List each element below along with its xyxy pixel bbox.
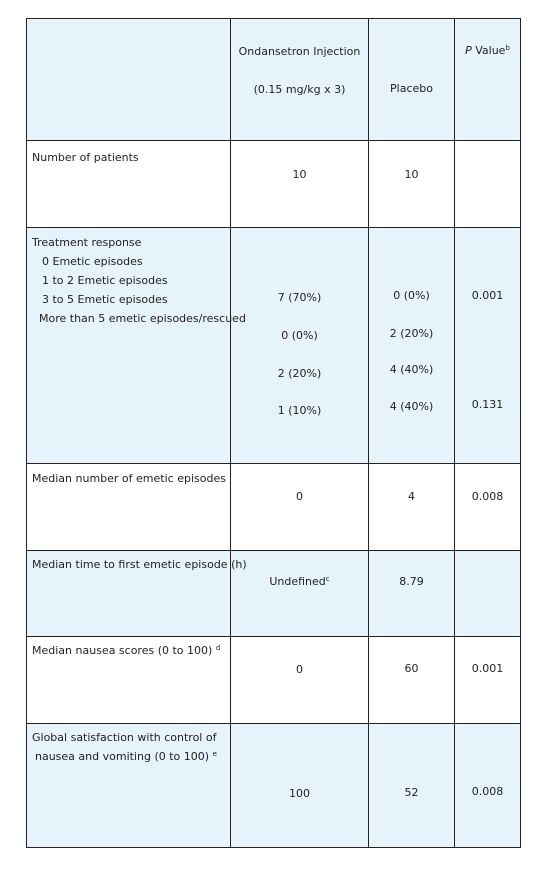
response-label: Treatment response bbox=[32, 236, 142, 249]
response-placebo-2: 4 (40%) bbox=[389, 363, 434, 376]
satisfaction-label-line2: nausea and vomiting (0 to 100) $^e$ bbox=[35, 750, 217, 763]
table-row bbox=[27, 637, 521, 724]
row-label-cell bbox=[27, 464, 231, 551]
header-placebo-label: Placebo bbox=[390, 82, 433, 95]
response-pvalue-2: 0.131 bbox=[471, 398, 504, 411]
row-label-cell bbox=[27, 551, 247, 637]
response-sub-3: More than 5 emetic episodes/rescued bbox=[39, 312, 246, 325]
response-ondansetron-3: 1 (10%) bbox=[277, 404, 322, 417]
response-sub-1: 1 to 2 Emetic episodes bbox=[42, 274, 168, 287]
row-label-cell bbox=[27, 637, 231, 724]
response-pvalue-1: 0.001 bbox=[471, 289, 504, 302]
patients-ondansetron: 10 bbox=[292, 168, 307, 181]
header-row bbox=[27, 19, 521, 141]
patients-placebo: 10 bbox=[404, 168, 419, 181]
nausea-ondansetron: 0 bbox=[296, 663, 303, 676]
satisfaction-ondansetron: 100 bbox=[289, 787, 310, 800]
table-row bbox=[27, 724, 521, 848]
median-episodes-ondansetron: 0 bbox=[296, 490, 303, 503]
header-pvalue-label: P Value$^b$ bbox=[465, 44, 510, 57]
response-sub-0: 0 Emetic episodes bbox=[42, 255, 143, 268]
response-placebo-1: 2 (20%) bbox=[389, 327, 434, 340]
header-ondansetron-label: Ondansetron Injection bbox=[238, 45, 361, 58]
patients-label: Number of patients bbox=[32, 151, 139, 164]
satisfaction-pvalue: 0.008 bbox=[471, 785, 504, 798]
response-placebo-3: 4 (40%) bbox=[389, 400, 434, 413]
nausea-pvalue: 0.001 bbox=[471, 662, 504, 675]
response-placebo-0: 0 (0%) bbox=[393, 289, 430, 302]
row-label-cell bbox=[27, 724, 231, 848]
satisfaction-placebo: 52 bbox=[404, 786, 419, 799]
header-blank-cell bbox=[27, 19, 231, 141]
table-row bbox=[27, 141, 521, 228]
median-time-placebo: 8.79 bbox=[399, 575, 424, 588]
table-row bbox=[27, 551, 521, 637]
row-label-cell bbox=[27, 228, 246, 464]
median-episodes-placebo: 4 bbox=[408, 490, 415, 503]
header-placebo-cell bbox=[369, 19, 455, 141]
header-ondansetron-cell bbox=[231, 19, 369, 141]
response-ondansetron-1: 0 (0%) bbox=[281, 329, 318, 342]
median-episodes-label: Median number of emetic episodes bbox=[32, 472, 226, 485]
efficacy-table bbox=[26, 18, 521, 848]
nausea-placebo: 60 bbox=[404, 662, 419, 675]
table-row bbox=[27, 228, 521, 464]
response-ondansetron-0: 7 (70%) bbox=[277, 291, 322, 304]
median-episodes-pvalue: 0.008 bbox=[471, 490, 504, 503]
median-time-ondansetron: Undefined$^c$ bbox=[269, 575, 330, 588]
satisfaction-label-line1: Global satisfaction with control of bbox=[32, 731, 217, 744]
row-label-cell bbox=[27, 141, 231, 228]
header-dose-label: (0.15 mg/kg x 3) bbox=[253, 83, 346, 96]
table-row bbox=[27, 464, 521, 551]
response-sub-2: 3 to 5 Emetic episodes bbox=[42, 293, 168, 306]
response-ondansetron-2: 2 (20%) bbox=[277, 367, 322, 380]
nausea-label: Median nausea scores (0 to 100) $^d$ bbox=[32, 644, 221, 657]
header-pvalue-cell bbox=[455, 19, 521, 141]
median-time-label: Median time to first emetic episode (h) bbox=[32, 558, 247, 571]
